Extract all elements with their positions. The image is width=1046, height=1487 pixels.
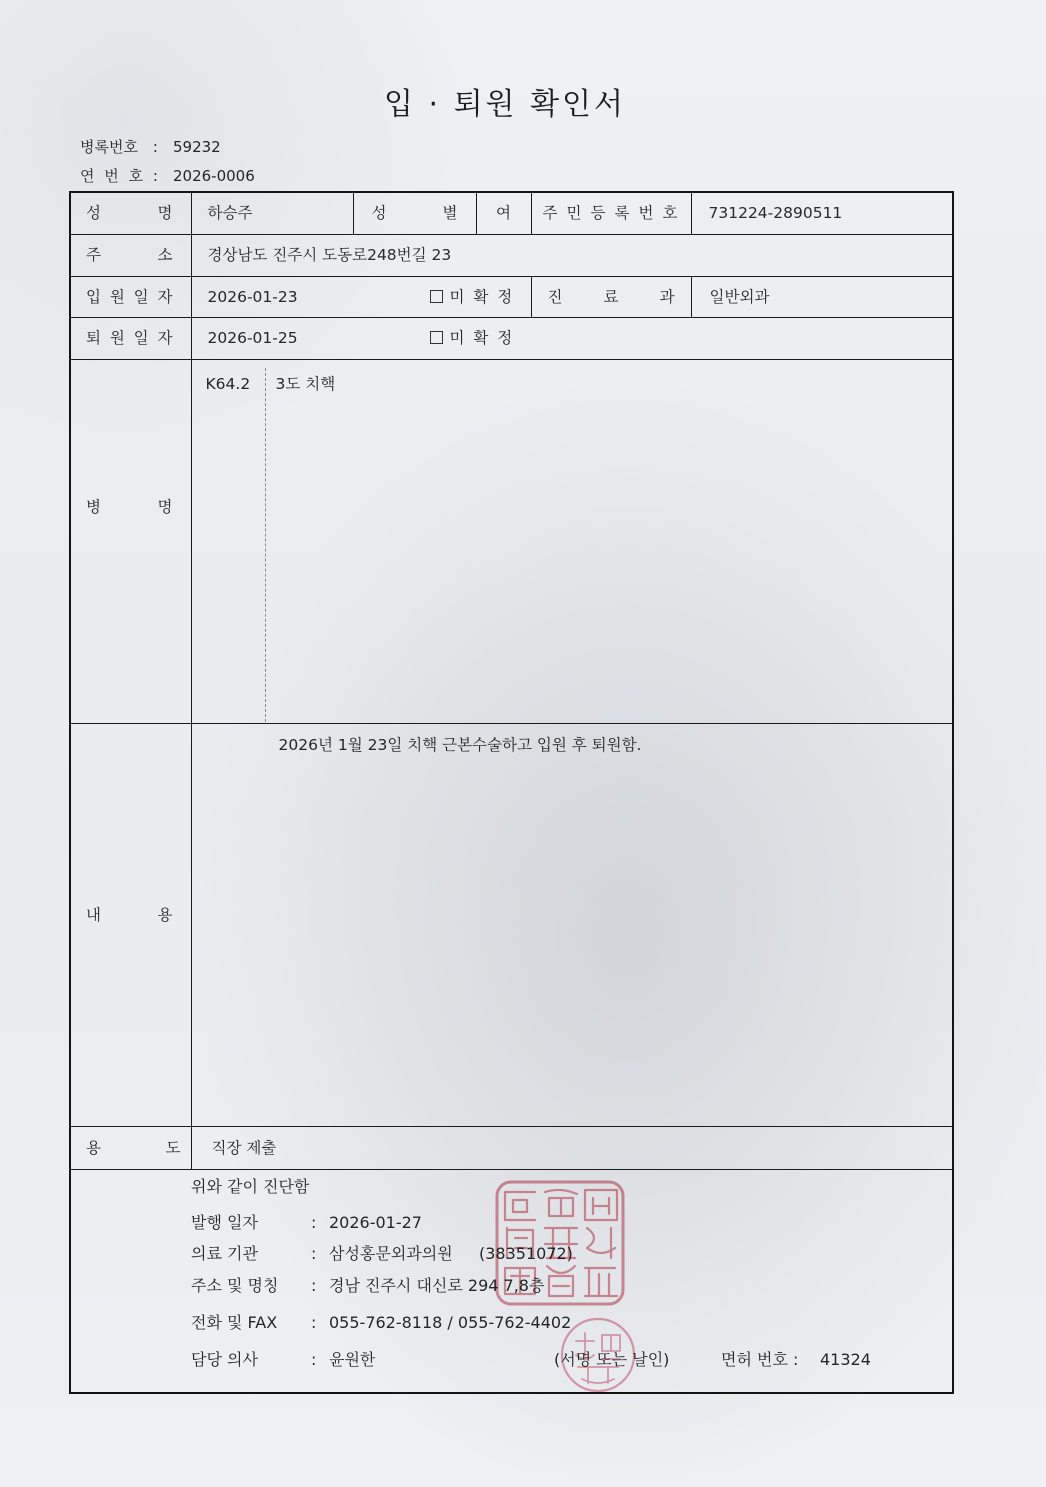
patient-address: 경상남도 진주시 도동로248번길 23 [207, 246, 452, 264]
institution-code: (38351072) [479, 1243, 573, 1263]
issuer-address-colon: : [311, 1275, 317, 1295]
sex-label-cell [353, 192, 476, 234]
record-number-label: 병록번호 : [80, 138, 158, 156]
row-admission [70, 276, 953, 317]
diagnosis-dashed-divider [265, 368, 266, 722]
row-issuer [70, 1169, 953, 1393]
contact-label: 전화 및 FAX [191, 1312, 278, 1332]
license-number: 41324 [820, 1349, 871, 1369]
patient-rrn: 731224-2890511 [708, 204, 843, 223]
admission-unconfirmed-checkbox-icon [430, 290, 443, 303]
department-label: 진 료 과 [547, 287, 675, 306]
content-value-cell [191, 723, 953, 1126]
issuer-address-value: 경남 진주시 대신로 294 7,8층 [329, 1275, 545, 1295]
diagnosis-name: 3도 치핵 [275, 374, 336, 393]
serial-number-label: 연 번 호 : [80, 167, 158, 185]
license-label: 면허 번호 : [721, 1349, 799, 1369]
admission-date: 2026-01-23 [207, 287, 298, 306]
admission-date-label: 입 원 일 자 [86, 287, 173, 306]
row-address [70, 234, 953, 276]
diagnosis-label-cell [70, 359, 191, 723]
purpose-label-cell [70, 1126, 191, 1169]
certificate-form-table [69, 191, 954, 1394]
issue-date-colon: : [311, 1212, 317, 1232]
patient-sex: 여 [496, 204, 511, 223]
sex-label: 성 별 [371, 204, 458, 223]
diagnosis-label: 병 명 [86, 498, 173, 516]
record-number-value: 59232 [173, 138, 221, 156]
doctor-label: 담당 의사 [191, 1349, 258, 1369]
name-value-cell [191, 192, 353, 234]
certification-statement: 위와 같이 진단함 [191, 1176, 310, 1196]
contact-value: 055-762-8118 / 055-762-4402 [329, 1312, 572, 1332]
issue-date-label: 발행 일자 [191, 1212, 258, 1232]
rrn-label-cell [531, 192, 691, 234]
record-number-line [80, 138, 221, 156]
institution-label: 의료 기관 [191, 1243, 258, 1263]
department-label-cell [531, 276, 691, 317]
address-label-cell [70, 234, 191, 276]
purpose-text: 직장 제출 [211, 1138, 277, 1157]
name-label-cell [70, 192, 191, 234]
diagnosis-value-cell [191, 359, 953, 723]
row-purpose [70, 1126, 953, 1169]
diagnosis-code: K64.2 [205, 374, 251, 393]
issue-date-value: 2026-01-27 [329, 1212, 422, 1232]
doctor-name: 윤원한 [329, 1349, 376, 1369]
admission-label-cell [70, 276, 191, 317]
address-label: 주 소 [86, 246, 173, 264]
department-value-cell [691, 276, 953, 317]
discharge-date: 2026-01-25 [207, 329, 298, 347]
row-patient-identity [70, 192, 953, 234]
discharge-date-label: 퇴 원 일 자 [86, 329, 173, 347]
serial-number-line [80, 167, 255, 185]
address-value-cell [191, 234, 953, 276]
admission-unconfirmed-label: 미 확 정 [449, 287, 515, 306]
rrn-label: 주 민 등 록 번 호 [542, 204, 678, 223]
issuer-address-label: 주소 및 명칭 [191, 1275, 279, 1295]
institution-colon: : [311, 1243, 317, 1263]
doctor-colon: : [311, 1349, 317, 1369]
rrn-value-cell [691, 192, 953, 234]
name-label: 성 명 [86, 204, 173, 223]
discharge-label-cell [70, 317, 191, 359]
document-title: 입 · 퇴원 확인서 [383, 87, 627, 122]
serial-number-value: 2026-0006 [173, 167, 255, 185]
discharge-value-cell [191, 317, 953, 359]
patient-name: 하승주 [207, 204, 253, 223]
department-value: 일반외과 [709, 287, 770, 306]
contact-colon: : [311, 1312, 317, 1332]
row-content [70, 723, 953, 1126]
purpose-label: 용 도 [86, 1138, 181, 1157]
signature-note: (서명 또는 날인) [554, 1349, 670, 1369]
admission-value-cell [191, 276, 531, 317]
issuer-cell [70, 1169, 953, 1393]
discharge-unconfirmed-label: 미 확 정 [449, 329, 515, 347]
row-diagnosis [70, 359, 953, 723]
content-text: 2026년 1월 23일 치핵 근본수술하고 입원 후 퇴원함. [278, 735, 642, 754]
content-label-cell [70, 723, 191, 1126]
content-label: 내 용 [86, 905, 173, 924]
purpose-value-cell [191, 1126, 953, 1169]
discharge-unconfirmed-checkbox-icon [430, 331, 443, 344]
institution-name: 삼성홍문외과의원 [329, 1243, 453, 1263]
row-discharge [70, 317, 953, 359]
sex-value-cell [476, 192, 531, 234]
